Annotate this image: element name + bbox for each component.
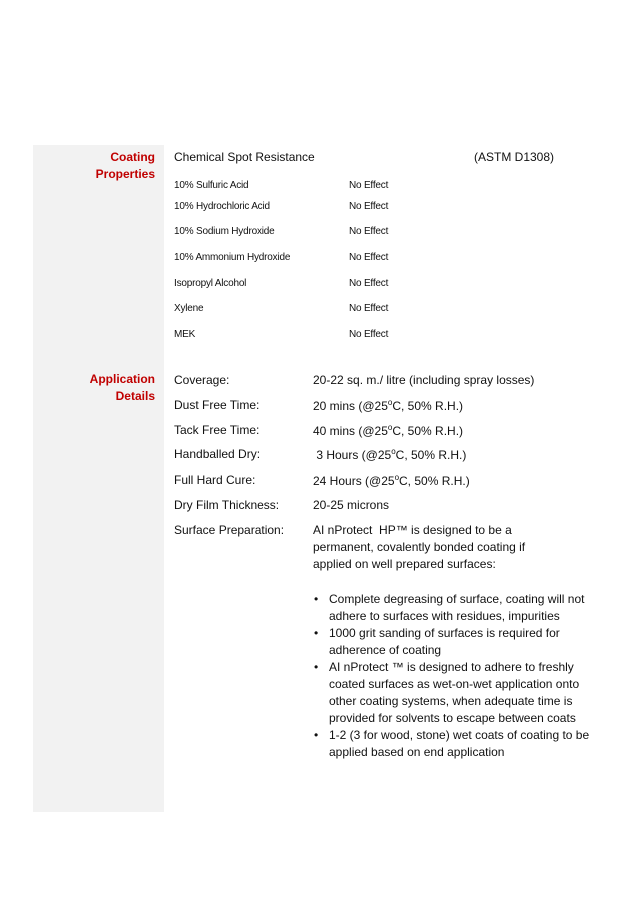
chemical-result: No Effect: [349, 278, 389, 289]
surface-preparation-text: AI nProtect HP™ is designed to be a permanent, covalently bonded coating if applied on well prepared surfaces:: [313, 523, 529, 571]
chemical-name: MEK: [174, 329, 196, 340]
list-item: • 1-2 (3 for wood, stone) wet coats of coating to be applied based on end application: [314, 728, 590, 759]
detail-key: Dry Film Thickness:: [174, 498, 280, 512]
chemical-result: No Effect: [349, 329, 389, 340]
detail-value: 20 mins (@25$^o$C, 50% R.H.): [313, 398, 464, 413]
detail-value: 40 mins (@25$^o$C, 50% R.H.): [313, 423, 464, 438]
astm-standard: (ASTM D1308): [474, 150, 555, 164]
list-item: • Complete degreasing of surface, coating will not adhere to surfaces with residues, impurities: [314, 592, 585, 623]
chemical-result: No Effect: [349, 180, 389, 191]
list-item: • AI nProtect ™ is designed to adhere to freshly coated surfaces as wet-on-wet application onto other coating systems, when adequate time is provided for solvents to escape between coats: [314, 660, 580, 725]
coating-properties-label: Coating Properties: [95, 150, 155, 181]
detail-value: 3 Hours (@25$^o$C, 50% R.H.): [313, 447, 467, 462]
chemical-result: No Effect: [349, 303, 389, 314]
bullet-icon: •: [314, 660, 319, 674]
surface-preparation-bullets: [313, 591, 598, 761]
chemical-result: No Effect: [349, 252, 389, 263]
section-sidebar: [33, 145, 164, 812]
detail-value: 20-22 sq. m./ litre (including spray losses): [313, 373, 535, 387]
chemical-name: Xylene: [174, 303, 204, 314]
detail-value: 24 Hours (@25$^o$C, 50% R.H.): [313, 473, 470, 488]
detail-key: Coverage:: [174, 373, 230, 387]
chemical-result: No Effect: [349, 201, 389, 212]
detail-value: 20-25 microns: [313, 498, 390, 512]
chemical-result: No Effect: [349, 226, 389, 237]
bullet-icon: •: [314, 728, 319, 742]
bullet-icon: •: [314, 626, 319, 640]
detail-key: Surface Preparation:: [174, 523, 285, 537]
application-details-label: Application Details: [89, 372, 155, 403]
chemical-name: Isopropyl Alcohol: [174, 278, 247, 289]
chemical-name: 10% Sulfuric Acid: [174, 180, 249, 191]
detail-key: Full Hard Cure:: [174, 473, 256, 487]
detail-key: Tack Free Time:: [174, 423, 260, 437]
chemical-resistance-heading: Chemical Spot Resistance: [174, 150, 315, 164]
chemical-name: 10% Ammonium Hydroxide: [174, 252, 291, 263]
bullet-icon: •: [314, 592, 319, 606]
chemical-name: 10% Sodium Hydroxide: [174, 226, 275, 237]
detail-key: Dust Free Time:: [174, 398, 260, 412]
detail-key: Handballed Dry:: [174, 447, 261, 461]
chemical-name: 10% Hydrochloric Acid: [174, 201, 270, 212]
list-item: • 1000 grit sanding of surfaces is required for adherence of coating: [314, 626, 560, 657]
